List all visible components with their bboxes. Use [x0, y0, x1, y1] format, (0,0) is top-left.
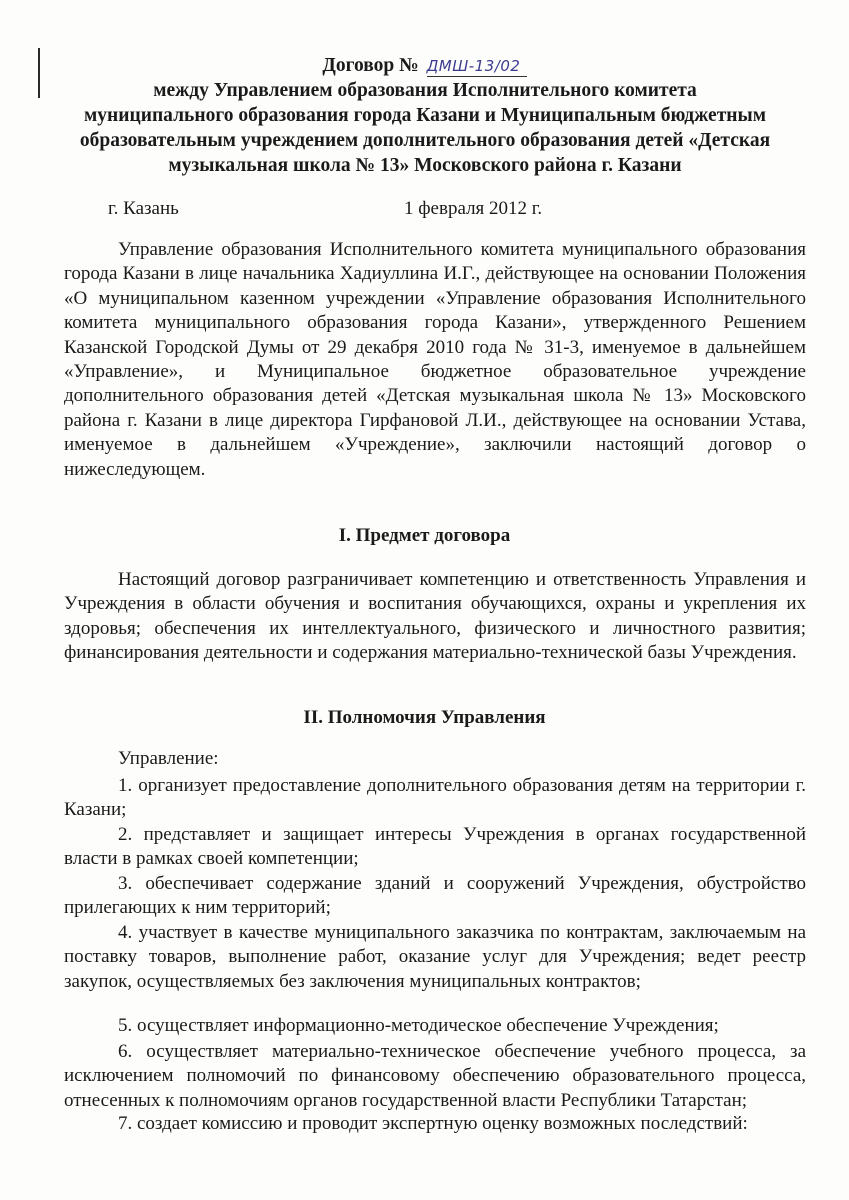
list-item-number: 6. [118, 1041, 133, 1062]
contract-parties-title [40, 78, 810, 178]
list-item [64, 823, 806, 872]
title-line: между Управлением образования Исполнительного комитета [153, 80, 697, 101]
contract-title-prefix: Договор № [322, 55, 419, 76]
section2-intro: Управление: [118, 748, 219, 769]
list-item-number: 7. [118, 1113, 133, 1134]
list-item-number: 3. [118, 873, 133, 894]
contract-title [0, 54, 849, 78]
list-item [64, 1112, 806, 1136]
list-item-text: осуществляет материально-техническое обеспечение учебного процесса, за исключением полномочий по финансовому обеспечению образовательного процесса, отнесенных к полномочиям органов государственной власти Республики Татарстан; [64, 1041, 807, 1111]
list-item-text: создает комиссию и проводит экспертную оценку возможных последствий: [137, 1113, 748, 1134]
list-item-number: 1. [118, 775, 133, 796]
list-item-text: обеспечивает содержание зданий и сооружений Учреждения, обустройство прилегающих к ним территорий; [64, 873, 806, 919]
contract-number-handwritten: ДМШ-13/02 [427, 56, 527, 77]
section1-paragraph: Настоящий договор разграничивает компетенцию и ответственность Управления и Учреждения в области обучения и воспитания обучающихся, охраны и укрепления их здоровья; обеспечения их интеллектуального, физического и личностного развития; финансирования деятельности и содержания материально-технической базы Учреждения. [64, 569, 806, 664]
title-line: муниципального образования города Казани и Муниципальным бюджетным [83, 105, 767, 126]
list-item [64, 774, 806, 823]
place: г. Казань [108, 198, 179, 219]
list-item-text: осуществляет информационно-методическое обеспечение Учреждения; [137, 1015, 719, 1036]
list-item [64, 921, 806, 994]
list-item-text: участвует в качестве муниципального заказчика по контрактам, заключаемым на поставку товаров, выполнение работ, оказание услуг для Учреждения; ведет реестр закупок, осуществляемых без заключения муниципальных контрактов; [64, 922, 807, 992]
section2-heading: II. Полномочия Управления [303, 707, 546, 728]
list-item-text: организует предоставление дополнительного образования детям на территории г. Казани; [64, 775, 807, 821]
list-item-text: представляет и защищает интересы Учреждения в органах государственной власти в рамках своей компетенции; [64, 824, 807, 870]
list-item-number: 5. [118, 1015, 133, 1036]
list-item [64, 872, 806, 921]
list-item-number: 4. [118, 922, 133, 943]
title-line: музыкальная школа № 13» Московского района г. Казани [168, 155, 682, 176]
list-item [64, 1040, 806, 1113]
list-item-number: 2. [118, 824, 133, 845]
title-line: образовательным учреждением дополнительного образования детей «Детская [79, 130, 771, 151]
preamble-paragraph: Управление образования Исполнительного комитета муниципального образования города Казани в лице начальника Хадиуллина И.Г., действующее на основании Положения «О муниципальном казенном учреждении «Управление образования Исполнительного комитета муниципального образования города Казани», утвержденного Решением Казанской Городской Думы от 29 декабря 2010 года № 31-3, именуемое в дальнейшем «Управление», и Муниципальное бюджетное образовательное учреждение дополнительного образования детей «Детская музыкальная школа № 13» Московского района г. Казани в лице директора Гирфановой Л.И., действующее на основании Устава, именуемое в дальнейшем «Учреждение», заключили настоящий договор о нижеследующем. [64, 239, 806, 480]
date: 1 февраля 2012 г. [404, 198, 543, 219]
section1-heading: I. Предмет договора [338, 525, 511, 546]
list-item [64, 1014, 806, 1038]
